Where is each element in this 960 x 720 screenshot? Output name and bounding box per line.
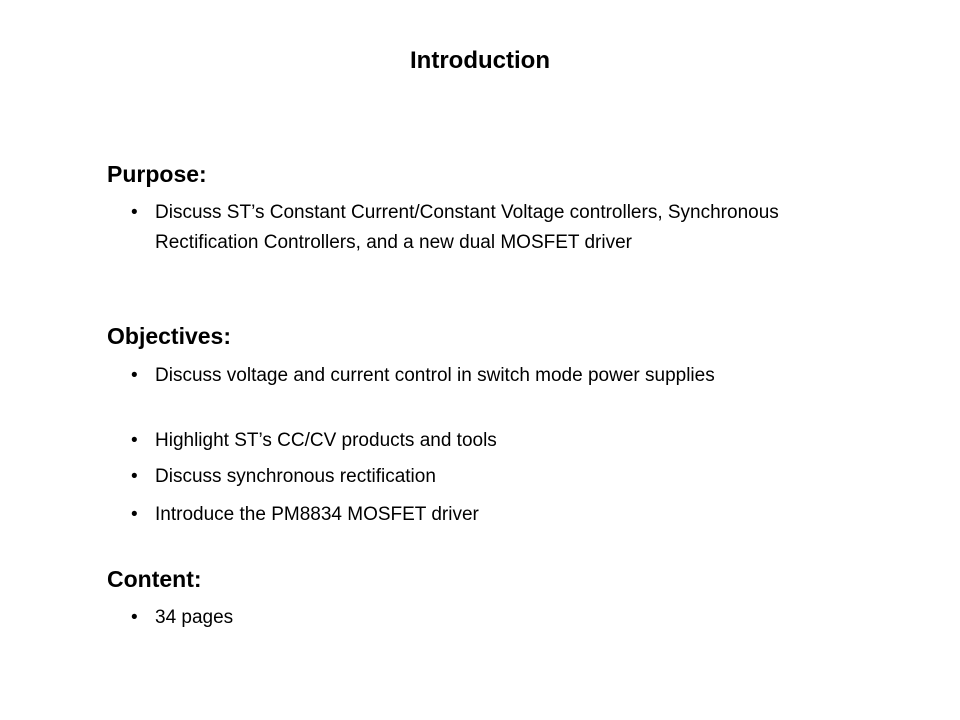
bullet-glyph: • bbox=[131, 607, 138, 628]
objectives-heading: Objectives: bbox=[107, 323, 231, 349]
bullet-glyph: • bbox=[131, 466, 138, 487]
objectives-item-text: Highlight ST’s CC/CV products and tools bbox=[155, 430, 497, 451]
objectives-item bbox=[131, 462, 851, 492]
objectives-item bbox=[131, 500, 851, 530]
slide-title: Introduction bbox=[410, 47, 550, 74]
objectives-item-text: Discuss synchronous rectification bbox=[155, 466, 436, 487]
objectives-item bbox=[131, 361, 851, 391]
bullet-glyph: • bbox=[131, 504, 138, 525]
objectives-item bbox=[131, 426, 851, 456]
objectives-item-text: Introduce the PM8834 MOSFET driver bbox=[155, 504, 479, 525]
purpose-item bbox=[131, 198, 851, 258]
purpose-item-text: Discuss ST’s Constant Current/Constant Voltage controllers, Synchronous Rectification Controllers, and a new dual MOSFET driver bbox=[155, 202, 779, 253]
objectives-item-text: Discuss voltage and current control in switch mode power supplies bbox=[155, 365, 715, 386]
purpose-heading: Purpose: bbox=[107, 161, 207, 187]
bullet-glyph: • bbox=[131, 365, 138, 386]
bullet-glyph: • bbox=[131, 430, 138, 451]
content-item bbox=[131, 603, 851, 633]
content-heading: Content: bbox=[107, 566, 202, 592]
bullet-glyph: • bbox=[131, 202, 138, 223]
content-item-text: 34 pages bbox=[155, 607, 234, 628]
